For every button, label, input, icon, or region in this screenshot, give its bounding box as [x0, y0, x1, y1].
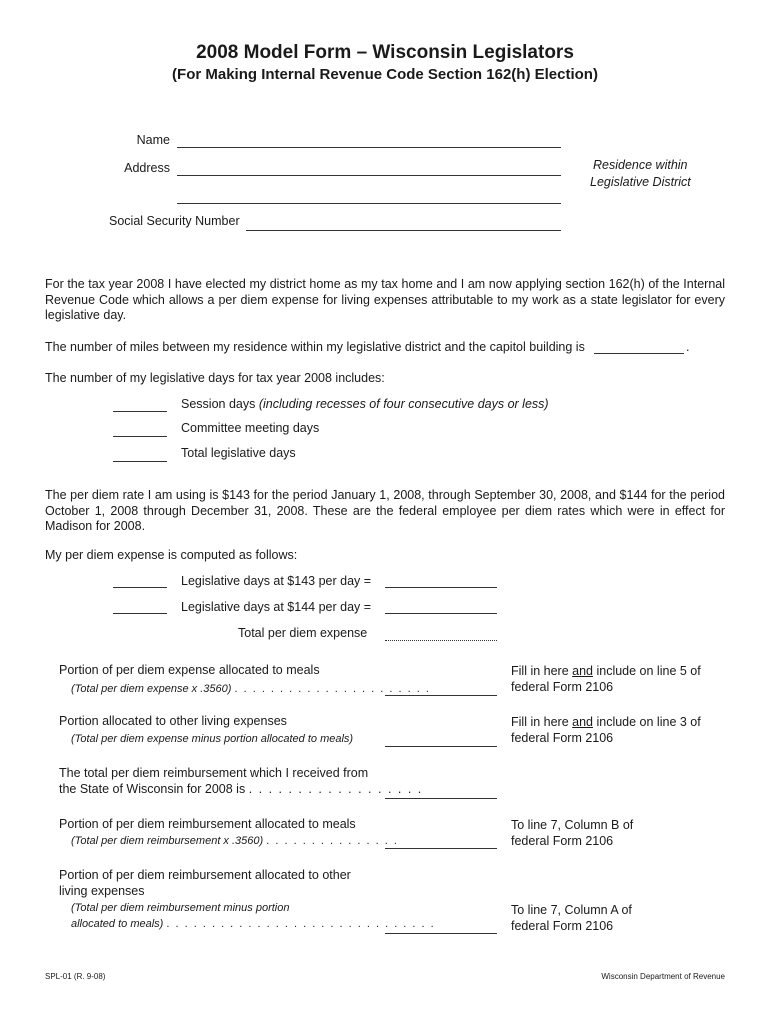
- reimb-meals-sub: (Total per diem reimbursement x .3560) . . . . . . . . . . . . . . .: [71, 835, 399, 847]
- other-sub: (Total per diem expense minus portion allocated to meals): [71, 733, 354, 745]
- committee-days-field[interactable]: [113, 436, 167, 437]
- days-intro: The number of my legislative days for tax year 2008 includes:: [45, 371, 385, 385]
- computed-intro: My per diem expense is computed as follows:: [45, 548, 298, 562]
- total-expense-label: Total per diem expense: [238, 626, 368, 640]
- total-days-label: Total legislative days: [181, 446, 296, 460]
- reimb-other-field[interactable]: [385, 933, 497, 934]
- ssn-field[interactable]: [246, 230, 561, 231]
- form-title: 2008 Model Form – Wisconsin Legislators: [196, 42, 574, 63]
- other-field[interactable]: [385, 746, 497, 747]
- days-144-field[interactable]: [113, 613, 167, 614]
- meals-field[interactable]: [385, 695, 497, 696]
- session-days-field[interactable]: [113, 411, 167, 412]
- name-label: Name: [136, 133, 170, 147]
- form-subtitle: (For Making Internal Revenue Code Section 162(h) Election): [172, 66, 598, 83]
- address-label: Address: [124, 161, 170, 175]
- rate-paragraph: The per diem rate I am using is $143 for the period January 1, 2008, through September 30, 2008, and $144 for the period October 1, 2008 through December 31, 2008. These are the federal employee per diem rates which were in effect for Madison for 2008.: [45, 488, 725, 533]
- miles-field[interactable]: [594, 353, 684, 354]
- reimb-other-note: To line 7, Column A of federal Form 2106: [511, 903, 632, 933]
- name-field[interactable]: [177, 147, 561, 148]
- meals-sub: (Total per diem expense x .3560) . . . . . . . . . . . . . . . . . . . . . .: [71, 683, 431, 695]
- meals-note: Fill in here and include on line 5 of federal Form 2106: [511, 664, 701, 694]
- reimb-other-sub2: allocated to meals) . . . . . . . . . . . . . . . . . . . . . . . . . . . . . .: [71, 918, 436, 930]
- days-143-label: Legislative days at $143 per day =: [181, 574, 372, 588]
- session-days-label: Session days (including recesses of four consecutive days or less): [181, 397, 549, 411]
- reimb-field[interactable]: [385, 798, 497, 799]
- ssn-label: Social Security Number: [109, 214, 240, 228]
- address-field-line1[interactable]: [177, 175, 561, 176]
- total-expense-field[interactable]: [385, 640, 497, 641]
- reimb-other-sub1: (Total per diem reimbursement minus portion: [71, 902, 290, 914]
- agency-name: Wisconsin Department of Revenue: [601, 972, 725, 981]
- reimb-meals-note: To line 7, Column B of federal Form 2106: [511, 818, 634, 848]
- miles-sentence: The number of miles between my residence within my legislative district and the capitol building is: [45, 340, 585, 354]
- election-paragraph: For the tax year 2008 I have elected my district home as my tax home and I am now applying section 162(h) of the Internal Revenue Code which allows a per diem expense for living expenses attributable to my work as a state legislator for every legislative day.: [45, 277, 725, 322]
- meals-label: Portion of per diem expense allocated to meals: [59, 663, 320, 677]
- days-143-field[interactable]: [113, 587, 167, 588]
- days-143-amount-field[interactable]: [385, 587, 497, 588]
- residence-note-line1: Residence within: [593, 158, 688, 172]
- reimb-other-line2: living expenses: [59, 884, 145, 898]
- miles-period: .: [686, 340, 690, 354]
- other-label: Portion allocated to other living expenses: [59, 714, 287, 728]
- total-days-field[interactable]: [113, 461, 167, 462]
- address-field-line2[interactable]: [177, 203, 561, 204]
- days-144-amount-field[interactable]: [385, 613, 497, 614]
- residence-note-line2: Legislative District: [590, 175, 691, 189]
- reimb-meals-field[interactable]: [385, 848, 497, 849]
- reimb-line2: the State of Wisconsin for 2008 is . . . . . . . . . . . . . . . . . .: [59, 782, 423, 796]
- committee-days-label: Committee meeting days: [181, 421, 320, 435]
- reimb-other-line1: Portion of per diem reimbursement allocated to other: [59, 868, 351, 882]
- reimb-meals-label: Portion of per diem reimbursement allocated to meals: [59, 817, 356, 831]
- days-144-label: Legislative days at $144 per day =: [181, 600, 372, 614]
- reimb-line1: The total per diem reimbursement which I received from: [59, 766, 369, 780]
- form-id: SPL-01 (R. 9-08): [45, 972, 106, 981]
- other-note: Fill in here and include on line 3 of federal Form 2106: [511, 715, 701, 745]
